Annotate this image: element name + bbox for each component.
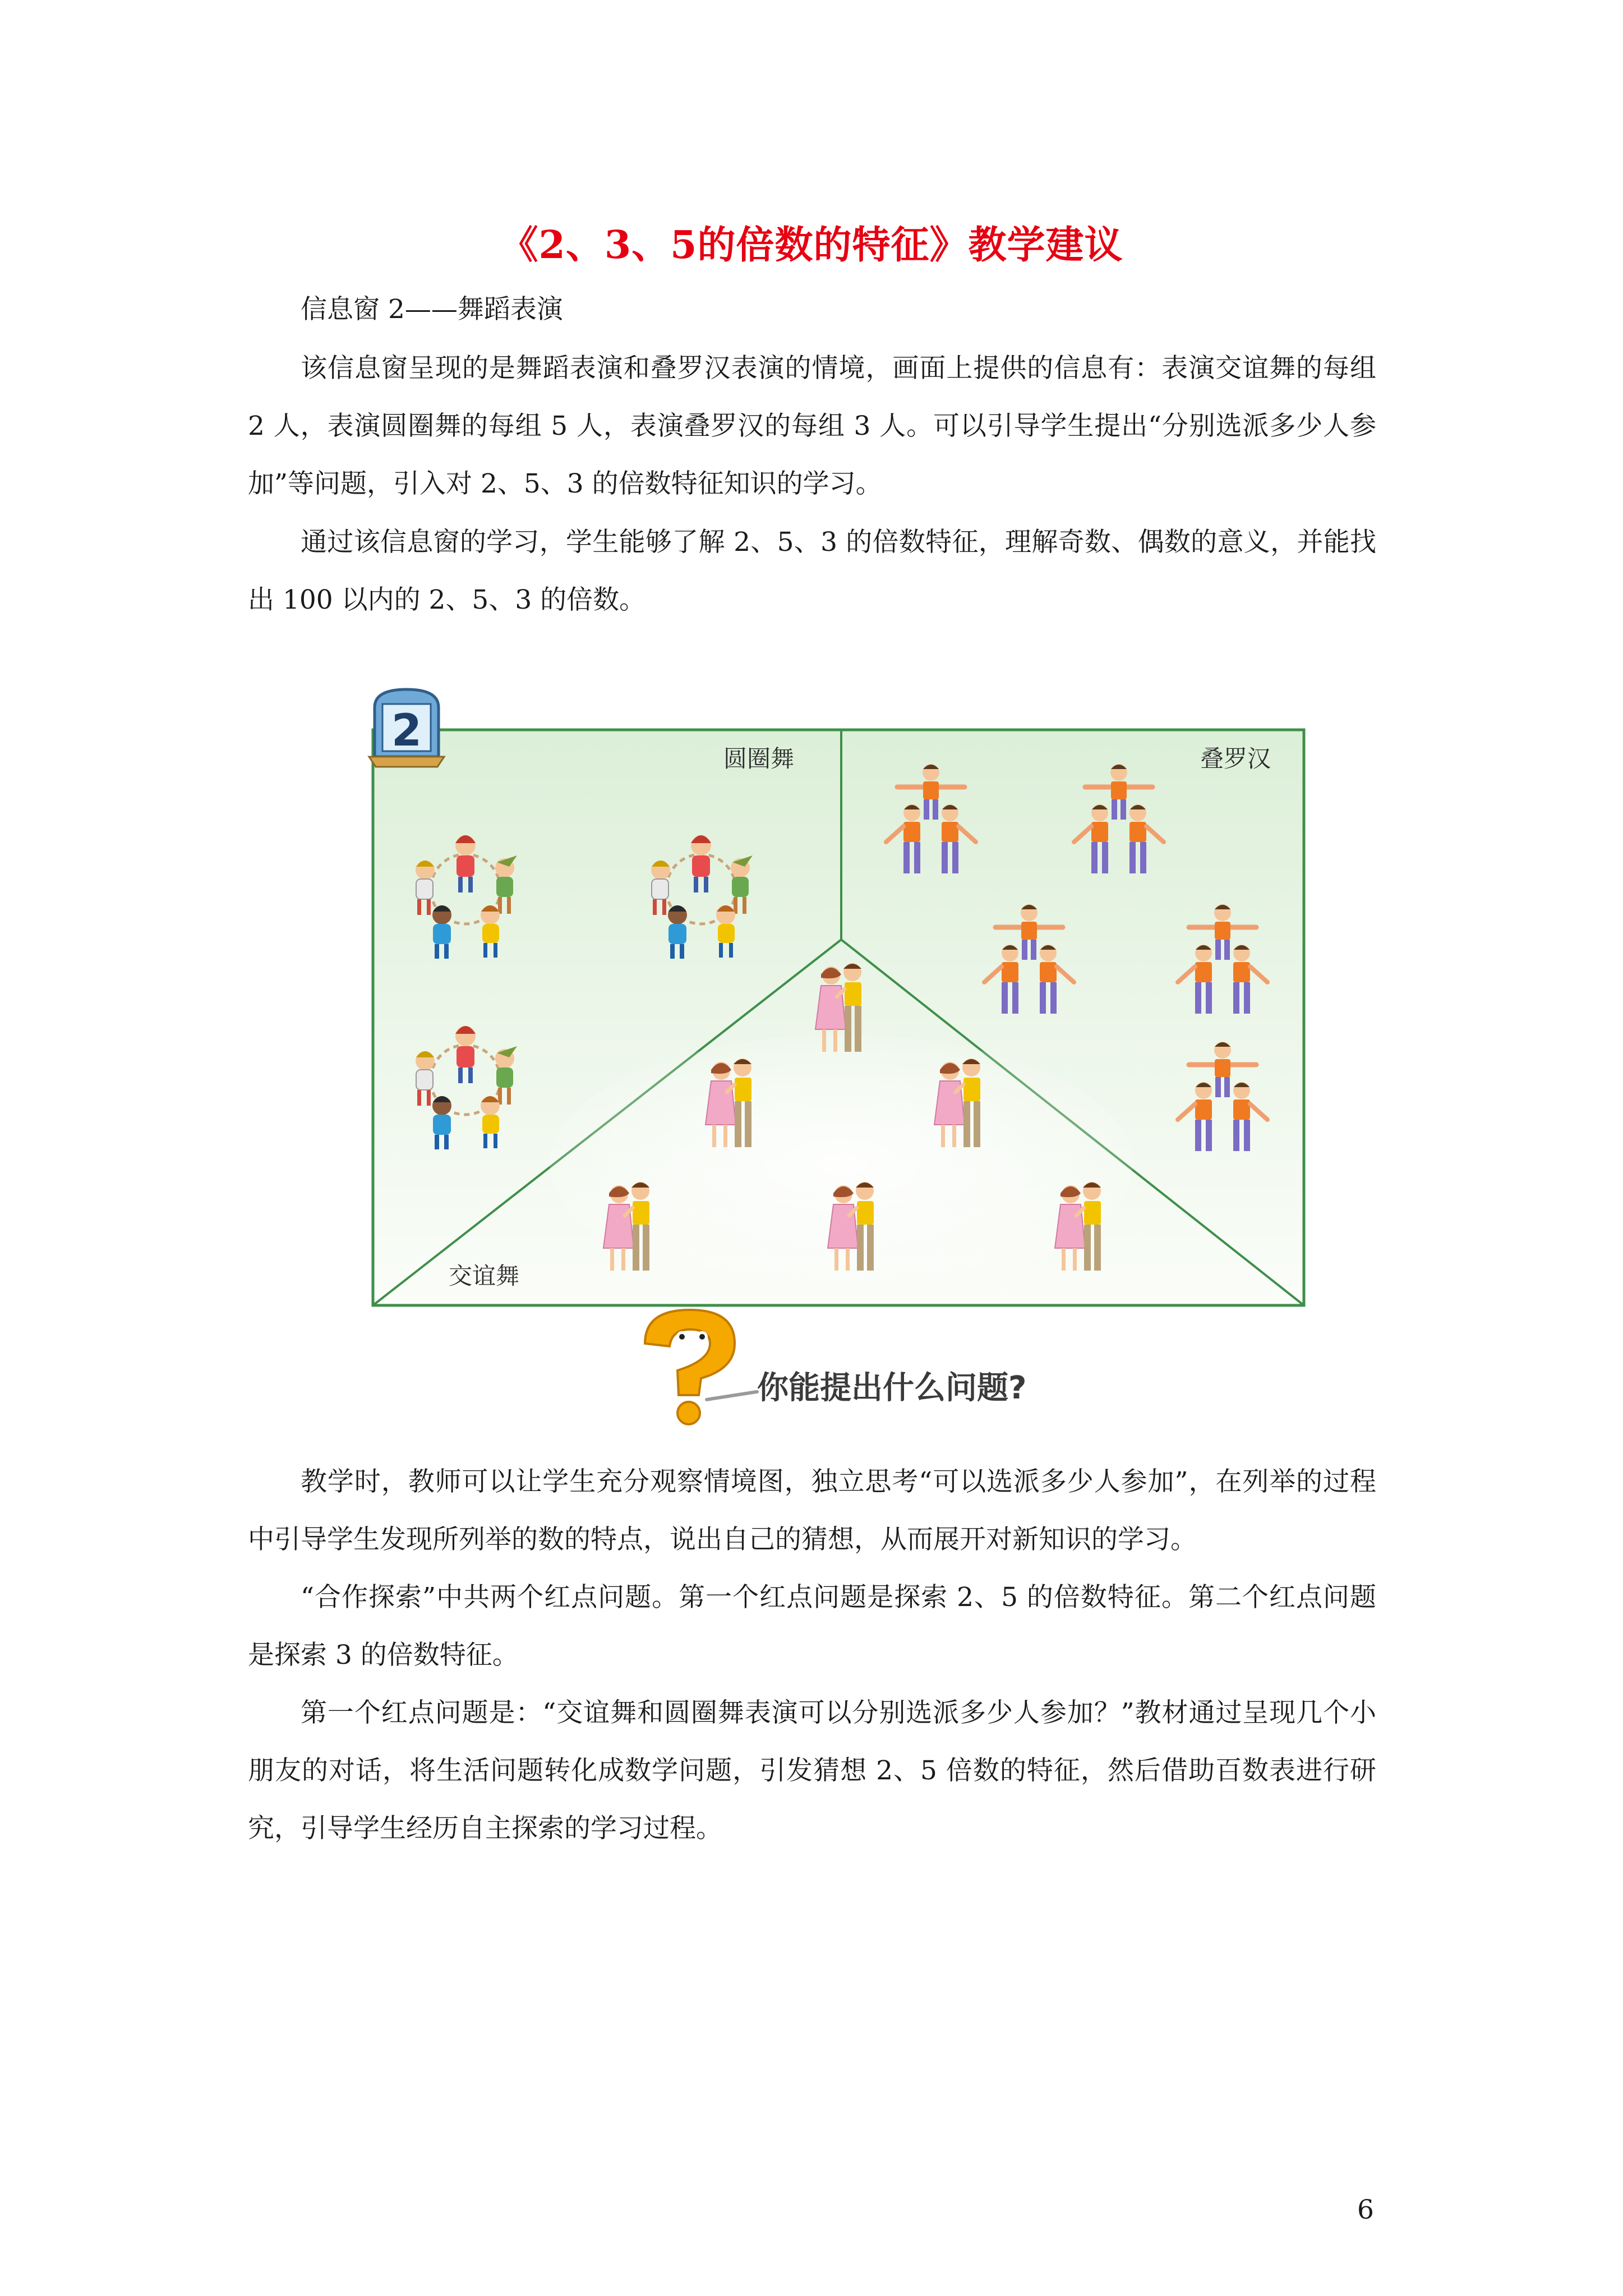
page-number: 6 xyxy=(1357,2194,1374,2225)
label-ballroom: 交谊舞 xyxy=(449,1262,520,1290)
paragraph-5: 第一个红点问题是：“交谊舞和圆圈舞表演可以分别选派多少人参加？”教材通过呈现几个小朋友的对话，将生活问题转化成数学问题，引发猜想 2、5 倍数的特征，然后借助百数表进行研究，引导学生经历自主探索的学习过程。 xyxy=(248,1697,1376,1844)
window-number-badge xyxy=(369,689,444,767)
dance-scene-figure xyxy=(365,687,1312,1428)
question-prompt: 你能提出什么问题? xyxy=(757,1370,1027,1406)
paragraph-4: “合作探索”中共两个红点问题。第一个红点问题是探索 2、5 的倍数特征。第二个红点问题是探索 3 的倍数特征。 xyxy=(248,1582,1376,1671)
paragraph-2: 通过该信息窗的学习，学生能够了解 2、5、3 的倍数特征，理解奇数、偶数的意义，并能找出 100 以内的 2、5、3 的倍数。 xyxy=(248,527,1376,615)
window-number: 2 xyxy=(391,706,422,756)
label-pyramid: 叠罗汉 xyxy=(1200,745,1271,772)
info-window-subheading: 信息窗 2——舞蹈表演 xyxy=(301,294,563,325)
document-title: 《2、3、5的倍数的特征》教学建议 xyxy=(500,223,1123,268)
paragraph-3: 教学时，教师可以让学生充分观察情境图，独立思考“可以选派多少人参加”，在列举的过程中引导学生发现所列举的数的特点，说出自己的猜想，从而展开对新知识的学习。 xyxy=(248,1466,1376,1555)
question-mark-icon xyxy=(645,1310,757,1424)
paragraph-1: 该信息窗呈现的是舞蹈表演和叠罗汉表演的情境，画面上提供的信息有：表演交谊舞的每组 2 人，表演圆圈舞的每组 5 人，表演叠罗汉的每组 3 人。可以引导学生提出“分别选派多少人参加”等问题，引入对 2、5、3 的倍数特征知识的学习。 xyxy=(248,353,1376,499)
label-circle-dance: 圆圈舞 xyxy=(723,745,795,772)
